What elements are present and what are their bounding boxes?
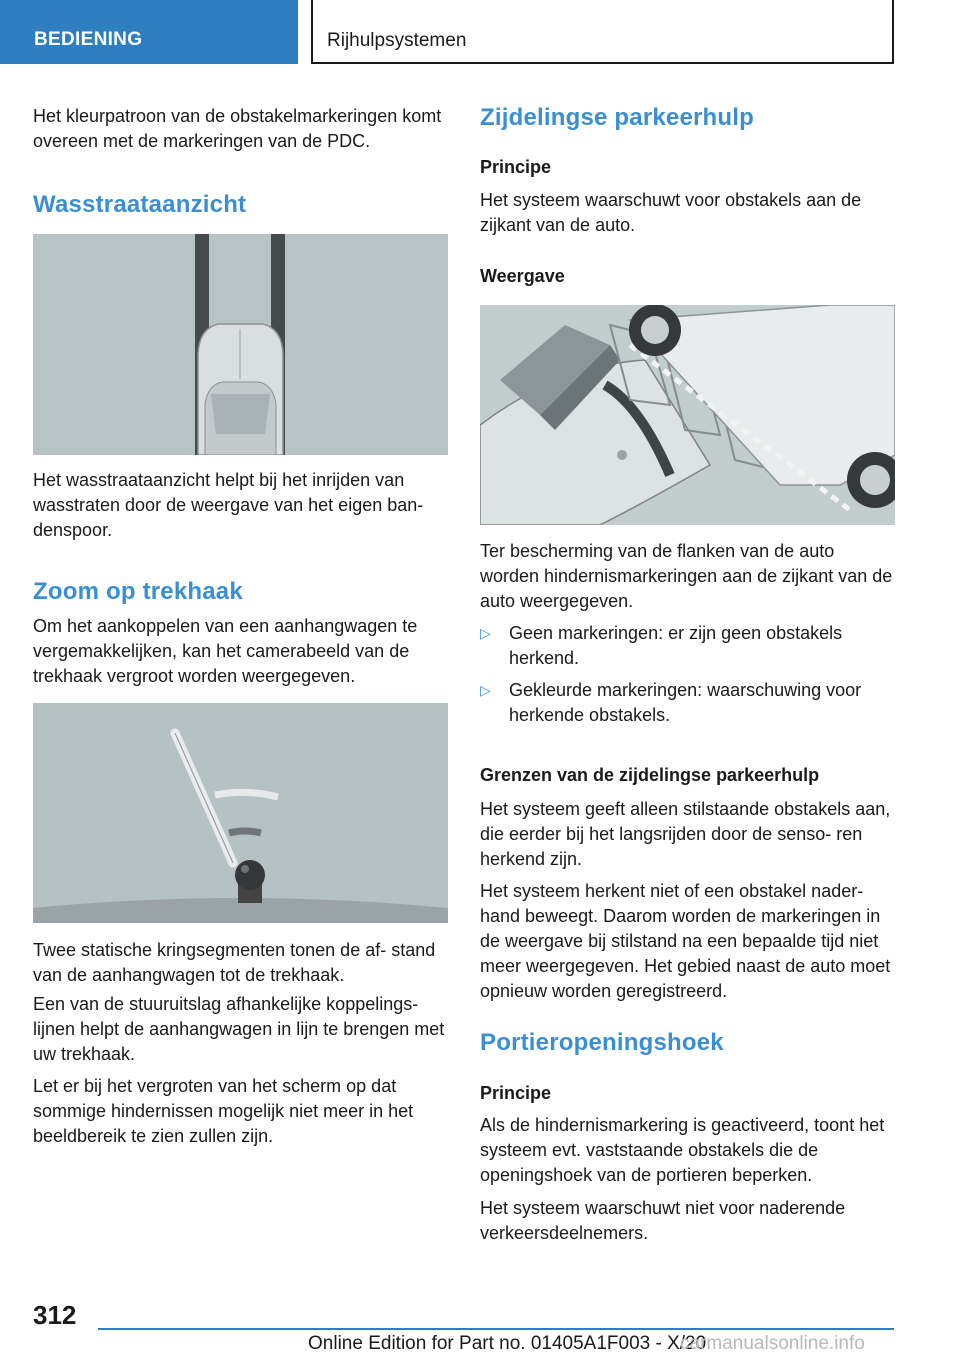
side-parking-illustration <box>480 305 895 525</box>
weergave-paragraph: Ter bescherming van de flanken van de auto worden hindernismarkeringen aan de zijkant van de auto weergegeven. <box>480 541 893 611</box>
portier-paragraph-2: Het systeem waarschuwt niet voor naderende verkeersdeelnemers. <box>480 1198 846 1243</box>
page-number: 312 <box>33 1300 77 1330</box>
heading-grenzen: Grenzen van de zijdelingse parkeerhulp <box>480 765 820 785</box>
zoom-paragraph-2: Twee statische kringsegmenten tonen de af- stand van de aanhangwagen tot de trekhaak. <box>33 940 436 985</box>
side-parking-figure <box>480 305 895 525</box>
watermark-text: carmanualsonline.info <box>680 1333 865 1354</box>
wash-paragraph: Het wasstraataanzicht helpt bij het inrijden van wasstraten door de weergave van het eigen ban- denspoor. <box>33 470 424 540</box>
heading-wasstraataanzicht: Wasstraataanzicht <box>33 191 247 218</box>
bullet-triangle-icon: ▷ <box>480 682 491 698</box>
heading-weergave: Weergave <box>480 266 565 286</box>
footer-divider <box>98 1328 894 1330</box>
heading-zijdelingse-parkeerhulp: Zijdelingse parkeerhulp <box>480 104 755 131</box>
car-wash-view-figure <box>33 234 448 455</box>
edition-text: Online Edition for Part no. 01405A1F003 - X/20 <box>308 1333 707 1354</box>
grenzen-paragraph-2: Het systeem herkent niet of een obstakel nader- hand beweegt. Daarom worden de markeringen in de weergave bij stilstand na een bepaalde tijd niet meer weergegeven. Het gebied naast de auto moet opnieuw worden geregistreerd. <box>480 881 891 1001</box>
bullet-triangle-icon: ▷ <box>480 625 491 641</box>
heading-principe: Principe <box>480 157 552 177</box>
trailer-hitch-figure <box>33 703 448 923</box>
heading-principe-2: Principe <box>480 1083 552 1103</box>
hitch-view-illustration <box>33 703 448 923</box>
car-top-view-illustration <box>33 234 448 455</box>
section-tab <box>0 0 298 64</box>
portier-paragraph-1: Als de hindernismarkering is geactiveerd, toont het systeem evt. vaststaande obstakels die de openingshoek van de portieren beperken. <box>480 1115 885 1185</box>
zoom-paragraph-4: Let er bij het vergroten van het scherm op dat sommige hindernissen mogelijk niet meer in het beeldbereik te zien zullen zijn. <box>33 1076 414 1146</box>
bullet-text: Gekleurde markeringen: waarschuwing voor herkende obstakels. <box>509 680 862 725</box>
heading-zoom-trekhaak: Zoom op trekhaak <box>33 578 243 605</box>
heading-portieropeningshoek: Portieropeningshoek <box>480 1029 724 1056</box>
chapter-title: Rijhulpsystemen <box>327 30 467 51</box>
principe-paragraph: Het systeem waarschuwt voor obstakels aan de zijkant van de auto. <box>480 190 862 235</box>
grenzen-paragraph-1: Het systeem geeft alleen stilstaande obstakels aan, die eerder bij het langsrijden door de senso- ren herkend zijn. <box>480 799 891 869</box>
zoom-paragraph-3: Een van de stuuruitslag afhankelijke koppelings- lijnen helpt de aanhangwagen in lijn te brengen met uw trekhaak. <box>33 994 445 1064</box>
chapter-tab <box>311 0 894 64</box>
section-title: BEDIENING <box>34 29 143 50</box>
intro-paragraph: Het kleurpatroon van de obstakelmarkeringen komt overeen met de markeringen van de PDC. <box>33 106 442 151</box>
zoom-paragraph: Om het aankoppelen van een aanhangwagen te vergemakkelijken, kan het camerabeeld van de trekhaak vergroot worden weergegeven. <box>33 616 418 686</box>
bullet-text: Geen markeringen: er zijn geen obstakels herkend. <box>509 623 843 668</box>
